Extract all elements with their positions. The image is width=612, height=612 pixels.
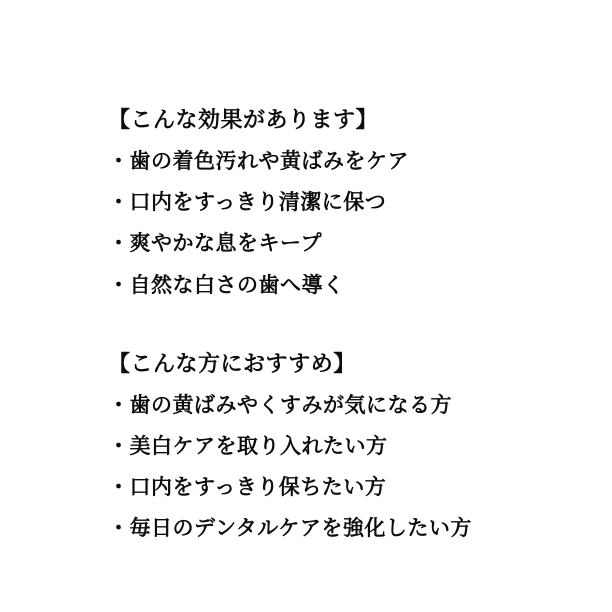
text-content [108, 104, 582, 545]
list-item: ・歯の着色汚れや黄ばみをケア [108, 149, 409, 173]
list-item: ・爽やかな息をキープ [108, 231, 322, 256]
list-item: ・口内をすっきり保ちたい方 [108, 475, 387, 500]
list-item: ・毎日のデンタルケアを強化したい方 [108, 516, 472, 541]
section-effects-heading: 【こんな効果があります】 [108, 108, 379, 133]
list-item: ・自然な白さの歯へ導く [108, 272, 345, 297]
list-item: ・歯の黄ばみやくすみが気になる方 [108, 392, 452, 417]
list-item: ・美白ケアを取り入れたい方 [108, 433, 388, 458]
section-recommended-for [108, 348, 582, 546]
section-recommended-for-heading: 【こんな方におすすめ】 [108, 351, 356, 377]
section-effects [108, 104, 582, 302]
list-item: ・口内をすっきり清潔に保つ [108, 190, 387, 215]
